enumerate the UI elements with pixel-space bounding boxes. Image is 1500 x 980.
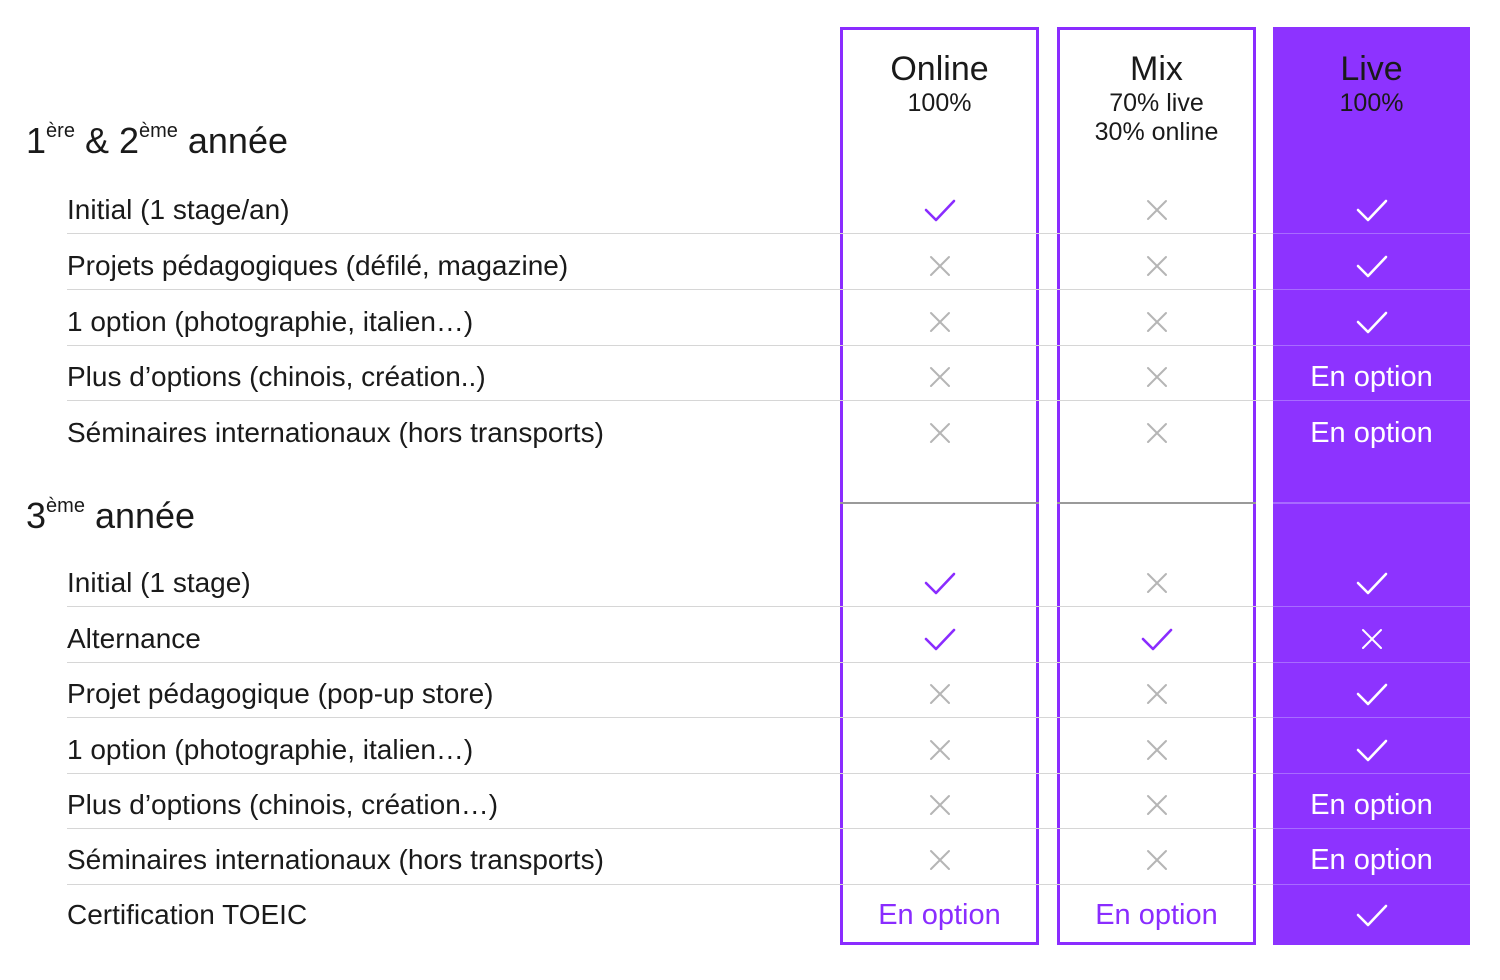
column-subtitle: 100% <box>907 89 972 118</box>
cross-icon <box>840 244 1039 288</box>
check-icon <box>1273 244 1470 288</box>
row-label: Plus d’options (chinois, création..) <box>67 361 486 392</box>
cross-icon-svg <box>929 422 951 444</box>
cross-icon <box>1057 561 1256 605</box>
cross-icon-svg <box>929 311 951 333</box>
cross-icon-svg <box>929 849 951 871</box>
check-icon <box>1273 188 1470 232</box>
row-divider <box>67 233 1470 234</box>
row-divider <box>67 400 1470 401</box>
cross-icon <box>1057 783 1256 827</box>
option-label: En option <box>878 898 1001 931</box>
cross-icon <box>1057 838 1256 882</box>
check-icon-svg <box>923 625 957 653</box>
check-icon <box>1273 300 1470 344</box>
row-label: Certification TOEIC <box>67 899 308 930</box>
cross-icon-svg <box>929 255 951 277</box>
row-divider-live <box>1273 233 1470 234</box>
check-icon-svg <box>1355 252 1389 280</box>
cross-icon <box>840 838 1039 882</box>
cross-icon-svg <box>1146 255 1168 277</box>
cross-icon-svg <box>929 683 951 705</box>
option-label: En option <box>1310 360 1433 393</box>
row-divider-live <box>1273 828 1470 829</box>
section-divider <box>1057 502 1256 504</box>
check-icon-svg <box>1140 625 1174 653</box>
section-heading <box>26 495 195 537</box>
row-divider <box>67 606 1470 607</box>
option-label: En option <box>1310 416 1433 449</box>
cross-icon <box>840 728 1039 772</box>
row-divider-live <box>1273 773 1470 774</box>
column-title: Online <box>890 50 989 88</box>
cross-icon-svg <box>1146 366 1168 388</box>
check-icon <box>1273 672 1470 716</box>
check-icon-svg <box>1355 680 1389 708</box>
heading-text: 1 <box>26 120 47 161</box>
section-heading <box>26 120 288 162</box>
row-divider-live <box>1273 400 1470 401</box>
section-divider <box>840 502 1039 504</box>
row-label: Initial (1 stage) <box>67 567 251 598</box>
row-divider-live <box>1273 289 1470 290</box>
column-subtitle: 100% <box>1339 89 1404 118</box>
heading-superscript: ème <box>46 495 85 517</box>
cross-icon-svg <box>929 366 951 388</box>
row-divider <box>67 884 1470 885</box>
check-icon-svg <box>1355 308 1389 336</box>
check-icon-svg <box>1355 901 1389 929</box>
cross-icon <box>1057 672 1256 716</box>
cross-icon-svg <box>1146 311 1168 333</box>
column-title: Live <box>1340 50 1403 88</box>
cross-icon <box>1057 244 1256 288</box>
row-divider <box>67 717 1470 718</box>
heading-text: année <box>84 495 196 536</box>
check-icon <box>840 561 1039 605</box>
check-icon <box>840 188 1039 232</box>
cross-icon <box>1057 300 1256 344</box>
cross-icon <box>1057 728 1256 772</box>
row-label: 1 option (photographie, italien…) <box>67 734 474 765</box>
row-divider <box>67 773 1470 774</box>
row-label: Projet pédagogique (pop-up store) <box>67 678 494 709</box>
cross-icon <box>1057 355 1256 399</box>
cross-icon-svg <box>1361 628 1383 650</box>
check-icon-svg <box>923 569 957 597</box>
row-label: Initial (1 stage/an) <box>67 194 290 225</box>
heading-text: année <box>177 120 288 161</box>
row-divider-live <box>1273 662 1470 663</box>
cross-icon <box>840 300 1039 344</box>
option-label: En option <box>1310 843 1433 876</box>
row-divider-live <box>1273 606 1470 607</box>
cross-icon <box>1057 188 1256 232</box>
column-subtitle: 30% online <box>1094 117 1219 146</box>
row-label: 1 option (photographie, italien…) <box>67 306 474 337</box>
option-label: En option <box>1095 898 1218 931</box>
cross-icon <box>840 355 1039 399</box>
column-header-mix <box>1057 50 1256 147</box>
cross-icon-svg <box>1146 683 1168 705</box>
row-divider-live <box>1273 345 1470 346</box>
row-divider <box>67 289 1470 290</box>
row-divider-live <box>1273 717 1470 718</box>
row-divider <box>67 345 1470 346</box>
cross-icon-svg <box>1146 794 1168 816</box>
cross-icon-svg <box>1146 422 1168 444</box>
check-icon-svg <box>1355 569 1389 597</box>
option-label: En option <box>1310 788 1433 821</box>
check-icon <box>1273 728 1470 772</box>
row-divider <box>67 828 1470 829</box>
check-icon-svg <box>1355 196 1389 224</box>
heading-text: & 2 <box>74 120 139 161</box>
check-icon-svg <box>1355 736 1389 764</box>
cross-icon-svg <box>929 794 951 816</box>
check-icon <box>840 617 1039 661</box>
check-icon-svg <box>923 196 957 224</box>
cross-icon-svg <box>1146 199 1168 221</box>
section-divider <box>1273 502 1470 504</box>
column-title: Mix <box>1130 50 1183 88</box>
column-header-live <box>1273 50 1470 118</box>
cross-icon-svg <box>1146 739 1168 761</box>
heading-text: 3 <box>26 495 47 536</box>
row-label: Alternance <box>67 623 201 654</box>
row-label: Séminaires internationaux (hors transports) <box>67 844 604 875</box>
cross-icon <box>840 411 1039 455</box>
cross-icon <box>840 783 1039 827</box>
row-divider-live <box>1273 884 1470 885</box>
cross-icon <box>1273 617 1470 661</box>
heading-superscript: ère <box>46 120 75 142</box>
column-subtitle: 70% live <box>1109 89 1204 118</box>
cross-icon <box>840 672 1039 716</box>
cross-icon-svg <box>929 739 951 761</box>
cross-icon <box>1057 411 1256 455</box>
cross-icon-svg <box>1146 849 1168 871</box>
cross-icon-svg <box>1146 572 1168 594</box>
check-icon <box>1057 617 1256 661</box>
row-label: Plus d’options (chinois, création…) <box>67 789 499 820</box>
column-header-online <box>840 50 1039 118</box>
heading-superscript: ème <box>138 120 178 142</box>
check-icon <box>1273 561 1470 605</box>
row-label: Séminaires internationaux (hors transports) <box>67 417 604 448</box>
check-icon <box>1273 893 1470 937</box>
row-label: Projets pédagogiques (défilé, magazine) <box>67 250 569 281</box>
row-divider <box>67 662 1470 663</box>
